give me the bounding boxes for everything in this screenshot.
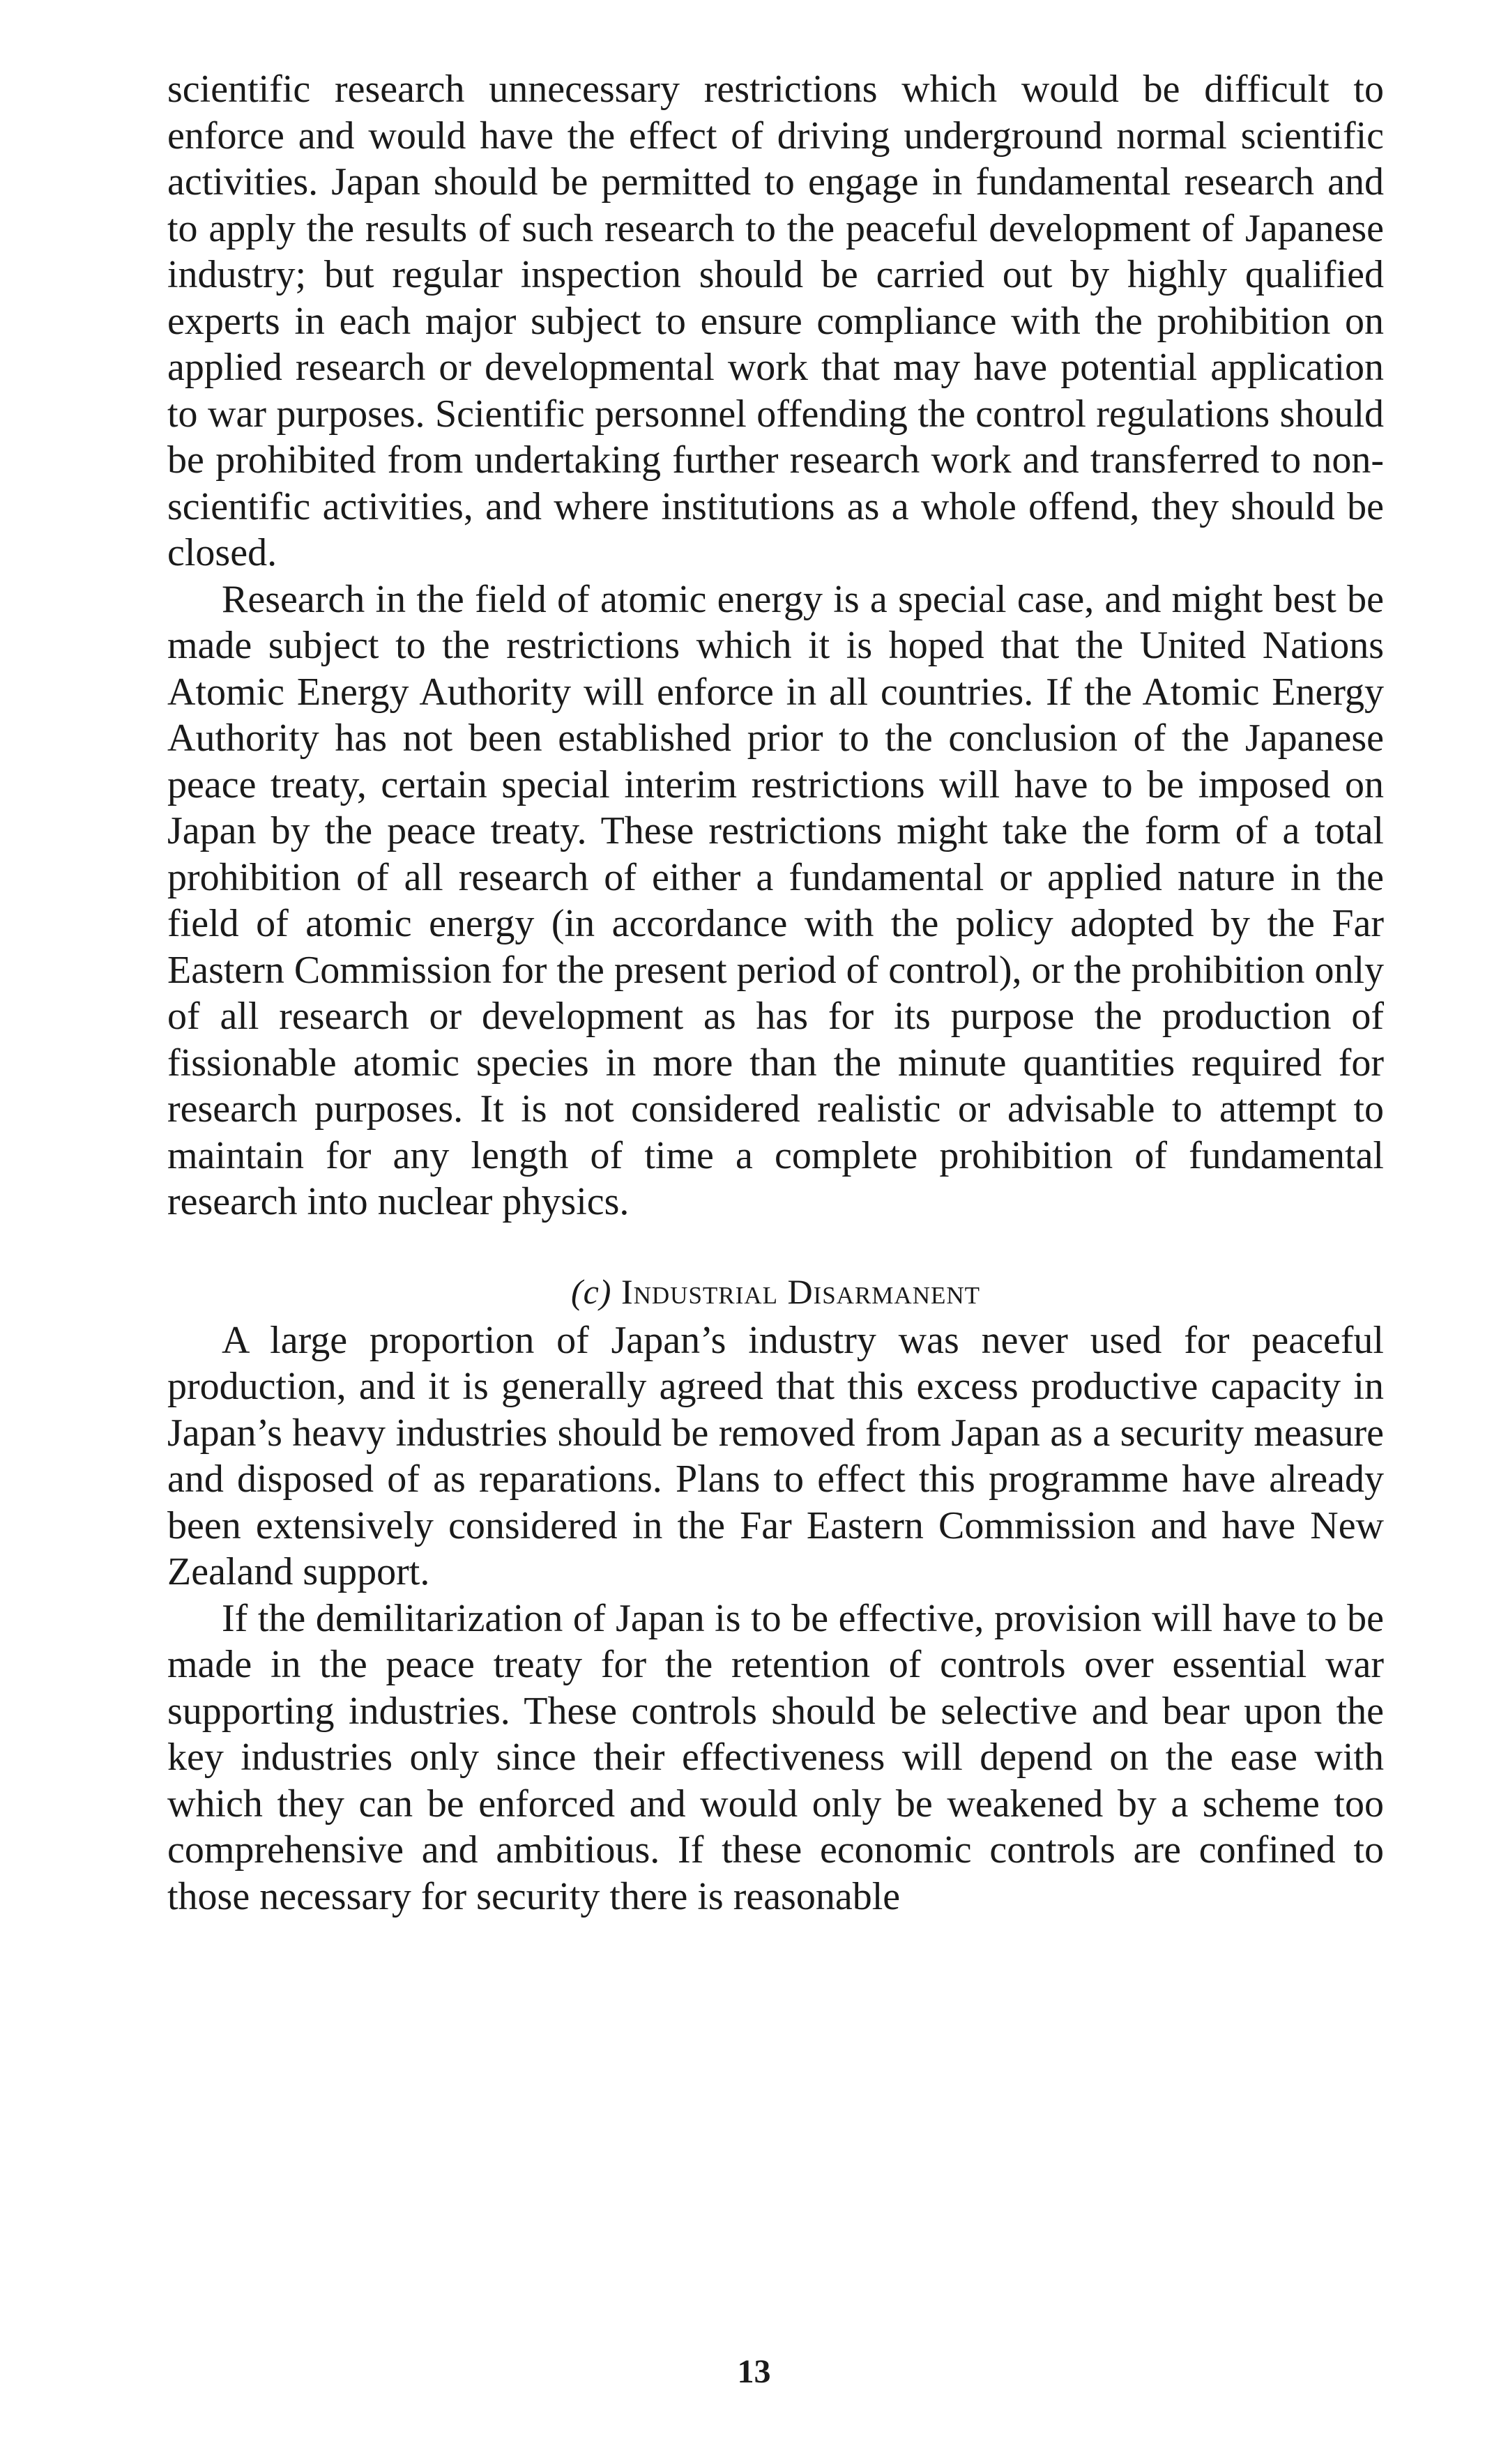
paragraph-atomic-energy: Research in the field of atomic energy is a special case, and might best be made subject to the restrictions which it is hoped that the United Nations Atomic Energy Authority will enforce in all countries. If the Atomic Energy Authority has not been established prior to the conclusion of the Japanese peace treaty, certain special interim restrictions will have to be imposed on Japan by the peace treaty. These restrictions might take the form of a total prohibition of all research of either a fundamental or applied nature in the field of atomic energy (in accordance with the policy adopted by the Far Eastern Commission for the present period of control), or the prohibition only of all research or development as has for its purpose the production of fissionable atomic species in more than the minute quantities required for research purposes. It is not considered realistic or advisable to attempt to maintain for any length of time a complete prohibition of fundamental research into nuclear physics.	[167, 577, 1384, 1223]
paragraph-demilitarization-controls: If the demilitarization of Japan is to be effective, provision will have to be made in the peace treaty for the retention of controls over essential war supporting industries. These controls should be selective and bear upon the key industries only since their effectiveness will depend on the ease with which they can be enforced and would only be weakened by a scheme too comprehensive and ambitious. If these economic controls are confined to those necessary for security there is reasonable	[167, 1596, 1384, 1918]
section-marker: (c)	[570, 1271, 612, 1311]
document-page	[167, 66, 1384, 1920]
page-number: 13	[737, 2353, 771, 2390]
section-heading	[167, 1269, 1384, 1315]
paragraph-industrial-capacity: A large proportion of Japan’s industry was never used for peaceful production, and it is generally agreed that this excess productive capacity in Japan’s heavy industries should be removed from Japan as a security measure and disposed of as reparations. Plans to effect this programme have already been extensively considered in the Far Eastern Commission and have New Zealand support.	[167, 1318, 1384, 1593]
section-title: Industrial Disarmanent	[620, 1271, 981, 1311]
paragraph-research-restrictions: scientific research unnecessary restrictions which would be difficult to enforce and would have the effect of driving underground normal scientific activities. Japan should be permitted to engage in fundamental research and to apply the results of such research to the peaceful development of Japanese industry; but regular inspection should be carried out by highly qualified experts in each major subject to ensure compliance with the prohibition on applied research or developmental work that may have potential application to war purposes. Scientific personnel offending the control regulations should be prohibited from undertaking further research work and transferred to non-scientific activities, and where institutions as a whole offend, they should be closed.	[167, 68, 1384, 574]
